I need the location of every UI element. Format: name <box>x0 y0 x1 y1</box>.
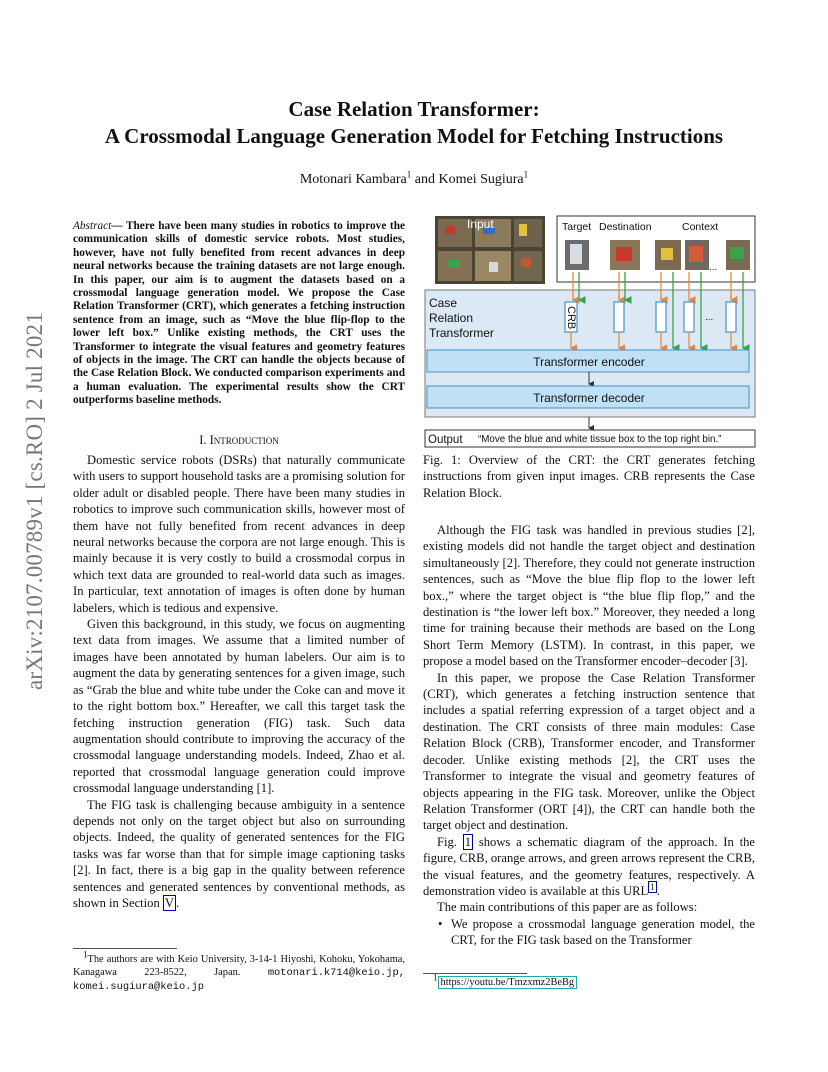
footnote-rule-left <box>73 948 177 949</box>
contribution-bullet-1 <box>423 916 755 949</box>
target-label: Target <box>562 221 592 233</box>
figure-1-diagram <box>423 214 757 449</box>
right-paragraph-4: The main contributions of this paper are as follows: <box>437 900 698 915</box>
left-column-body <box>73 452 405 911</box>
footnote-video-url <box>423 972 577 988</box>
destination-label: Destination <box>599 221 652 233</box>
figure-1-link[interactable]: 1 <box>464 834 472 849</box>
author-1-affiliation: 1 <box>406 169 412 180</box>
feature-ellipsis: ... <box>705 312 714 323</box>
transformer-encoder-label: Transformer encoder <box>533 355 645 369</box>
abstract <box>73 220 405 408</box>
right-paragraph-2: In this paper, we propose the Case Relation Transformer (CRT), which generates a fetching instruction sentence that includes a spatial referring expression of a target object and a destination. The CRT consists of three main modules: Case Relation Block (CRB), Transformer encoder, and Transformer decoder. Unlike existing methods [2], the CRT uses the Transformer to integrate the visual and geometry features of objects appearing in the FIG task. Moreover, unlike the Object Relation Transformer (ORT [4]), the CRT can handle both the target object and destination. <box>423 670 755 833</box>
context-feature-box-2 <box>684 302 694 332</box>
author-2-affiliation: 1 <box>523 169 529 180</box>
abstract-text: — There have been many studies in robotics to improve the communication skills of domestic service robots. Most studies, however, have not fully benefited from recent advances in deep neural networks because the training datasets are not large enough. In this paper, our aim is to augment the datasets based on a crossmodal language generation model. We propose the Case Relation Transformer (CRT), which generates a fetching instruction sentence from an image, such as “Move the blue flip-flop to the lower left box.” Unlike existing methods, the CRT uses the Transformer to integrate the visual features and geometry features of objects in the image. The CRT can handle the objects because of the Case Relation Block. We conducted comparison experiments and a human evaluation. The experimental results show the CRT outperforms baseline methods. <box>73 220 405 407</box>
paper-title-line-2: A Crossmodal Language Generation Model for Fetching Instructions <box>104 124 724 148</box>
crb-label: CRB <box>565 306 577 330</box>
context-feature-box-1 <box>656 302 666 332</box>
right-column-body <box>423 522 755 949</box>
section-title: Introduction <box>209 433 279 447</box>
context-feature-box-3 <box>726 302 736 332</box>
footnote-2-mark: 1 <box>433 972 438 983</box>
output-label: Output <box>428 434 463 446</box>
figure-1-caption: Fig. 1: Overview of the CRT: the CRT generates fetching instructions from given input images. CRB represents the Case Relation Block. <box>423 453 755 500</box>
module-label-line-3: Transformer <box>429 326 494 340</box>
intro-paragraph-3-end: . <box>176 895 180 910</box>
footnote-rule-right <box>423 973 527 974</box>
author-line <box>0 169 828 188</box>
transformer-decoder-label: Transformer decoder <box>533 391 645 405</box>
context-label: Context <box>682 221 719 233</box>
right-paragraph-1: Although the FIG task was handled in previous studies [2], existing models did not handle the target object and destination simultaneously [2]. Therefore, they could not generate instruction sentences, such as “Move the blue flip flop to the lower left box.,” where the target object is “the blue flip flop,” and the destination is “the lower left box.” Moreover, they needed a long time for training because their methods are based on the Long Short Term Memory (LSTM). In contrast, in this paper, we propose a model based on the Transformer encoder–decoder [3]. <box>423 523 755 669</box>
footnote-1-mark: 1 <box>83 949 88 960</box>
input-label: Input <box>467 217 494 231</box>
right-paragraph-3-text: shows a schematic diagram of the approach. In the figure, CRB, orange arrows, and green arrows represent the CRB, the visual features, and the geometry features, respectively. A demonstration video is available at this URL <box>423 834 755 898</box>
figure-1 <box>423 214 757 449</box>
footnote-1-emails: motonari.k714@keio.jp, komei.sugiura@keio.jp <box>73 967 405 993</box>
context-ellipsis: ... <box>709 262 718 273</box>
footnote-2-link[interactable]: 1 <box>650 881 655 892</box>
destination-feature-box <box>614 302 624 332</box>
intro-paragraph-2: Given this background, in this study, we focus on augmenting text data from images. We assume that a limited number of images have been annotated by human labelers. Our aim is to augment the data by generating sentences for a given image, such as “Grab the blue and white tube under the Coke can and move it to the right bottom box.” Hereafter, we call this target task the fetching instruction generation (FIG) task. Such data augmentation should contribute to improving the accuracy of the crossmodal language understanding models. Indeed, Zhao et al. reported that crossmodal language generation could improve crossmodal language understanding [1]. <box>73 617 405 796</box>
intro-paragraph-3 <box>73 797 405 912</box>
intro-paragraph-3-text: The FIG task is challenging because ambiguity in a sentence depends not only on the target object but also on surrounding objects. Indeed, the quality of generated sentences for the FIG tasks was far worse than that for simple image captioning tasks [2]. In fact, there is a big gap in the quality between reference sentences and generated sentences by conventional methods, as shown in Section <box>73 797 405 910</box>
output-sentence: “Move the blue and white tissue box to the top right bin.” <box>478 434 722 445</box>
module-label-line-2: Relation <box>429 311 474 325</box>
bullet-dot: • <box>438 916 443 931</box>
author-1: Motonari Kambara <box>299 172 407 187</box>
author-and: and Komei Sugiura <box>411 172 524 187</box>
arxiv-stamp: arXiv:2107.00789v1 [cs.RO] 2 Jul 2021 <box>22 312 47 690</box>
section-number: I. <box>199 433 210 447</box>
section-v-link[interactable]: V <box>164 895 175 910</box>
intro-paragraph-1: Domestic service robots (DSRs) that naturally communicate with users to support household tasks are a promising solution for older adult or disabled people. There have been many studies in robotics to improve such communication skills, however most of them have not fully benefited from recent advances in deep neural networks because the corpora are not large enough. This is mainly because it is very costly to build a crossmodal corpus in which text data are grounded to real-world data such as images. In particular, text annotation of images is often done by human labelers, which is tedious and expensive. <box>73 453 405 615</box>
section-heading-introduction <box>73 433 405 448</box>
video-url-link[interactable]: https://youtu.be/Tmzxmz2BeBg <box>438 976 578 989</box>
paper-title-line-1: Case Relation Transformer: <box>288 97 540 121</box>
right-paragraph-3 <box>423 834 755 900</box>
right-paragraph-3-end: . <box>656 883 660 898</box>
footnote-1-text: The authors are with Keio University, 3-14-1 Hiyoshi, Kohoku, Yokohama, Kanagawa 223-8522, Japan. <box>73 954 405 978</box>
contribution-1-text: We propose a crossmodal language generation model, the CRT, for the FIG task based on the Transformer <box>451 916 755 948</box>
right-paragraph-3-pre: Fig. <box>437 834 463 849</box>
module-label-line-1: Case <box>429 296 458 310</box>
footnote-affiliation <box>73 949 405 994</box>
abstract-label: Abstract <box>73 220 112 232</box>
